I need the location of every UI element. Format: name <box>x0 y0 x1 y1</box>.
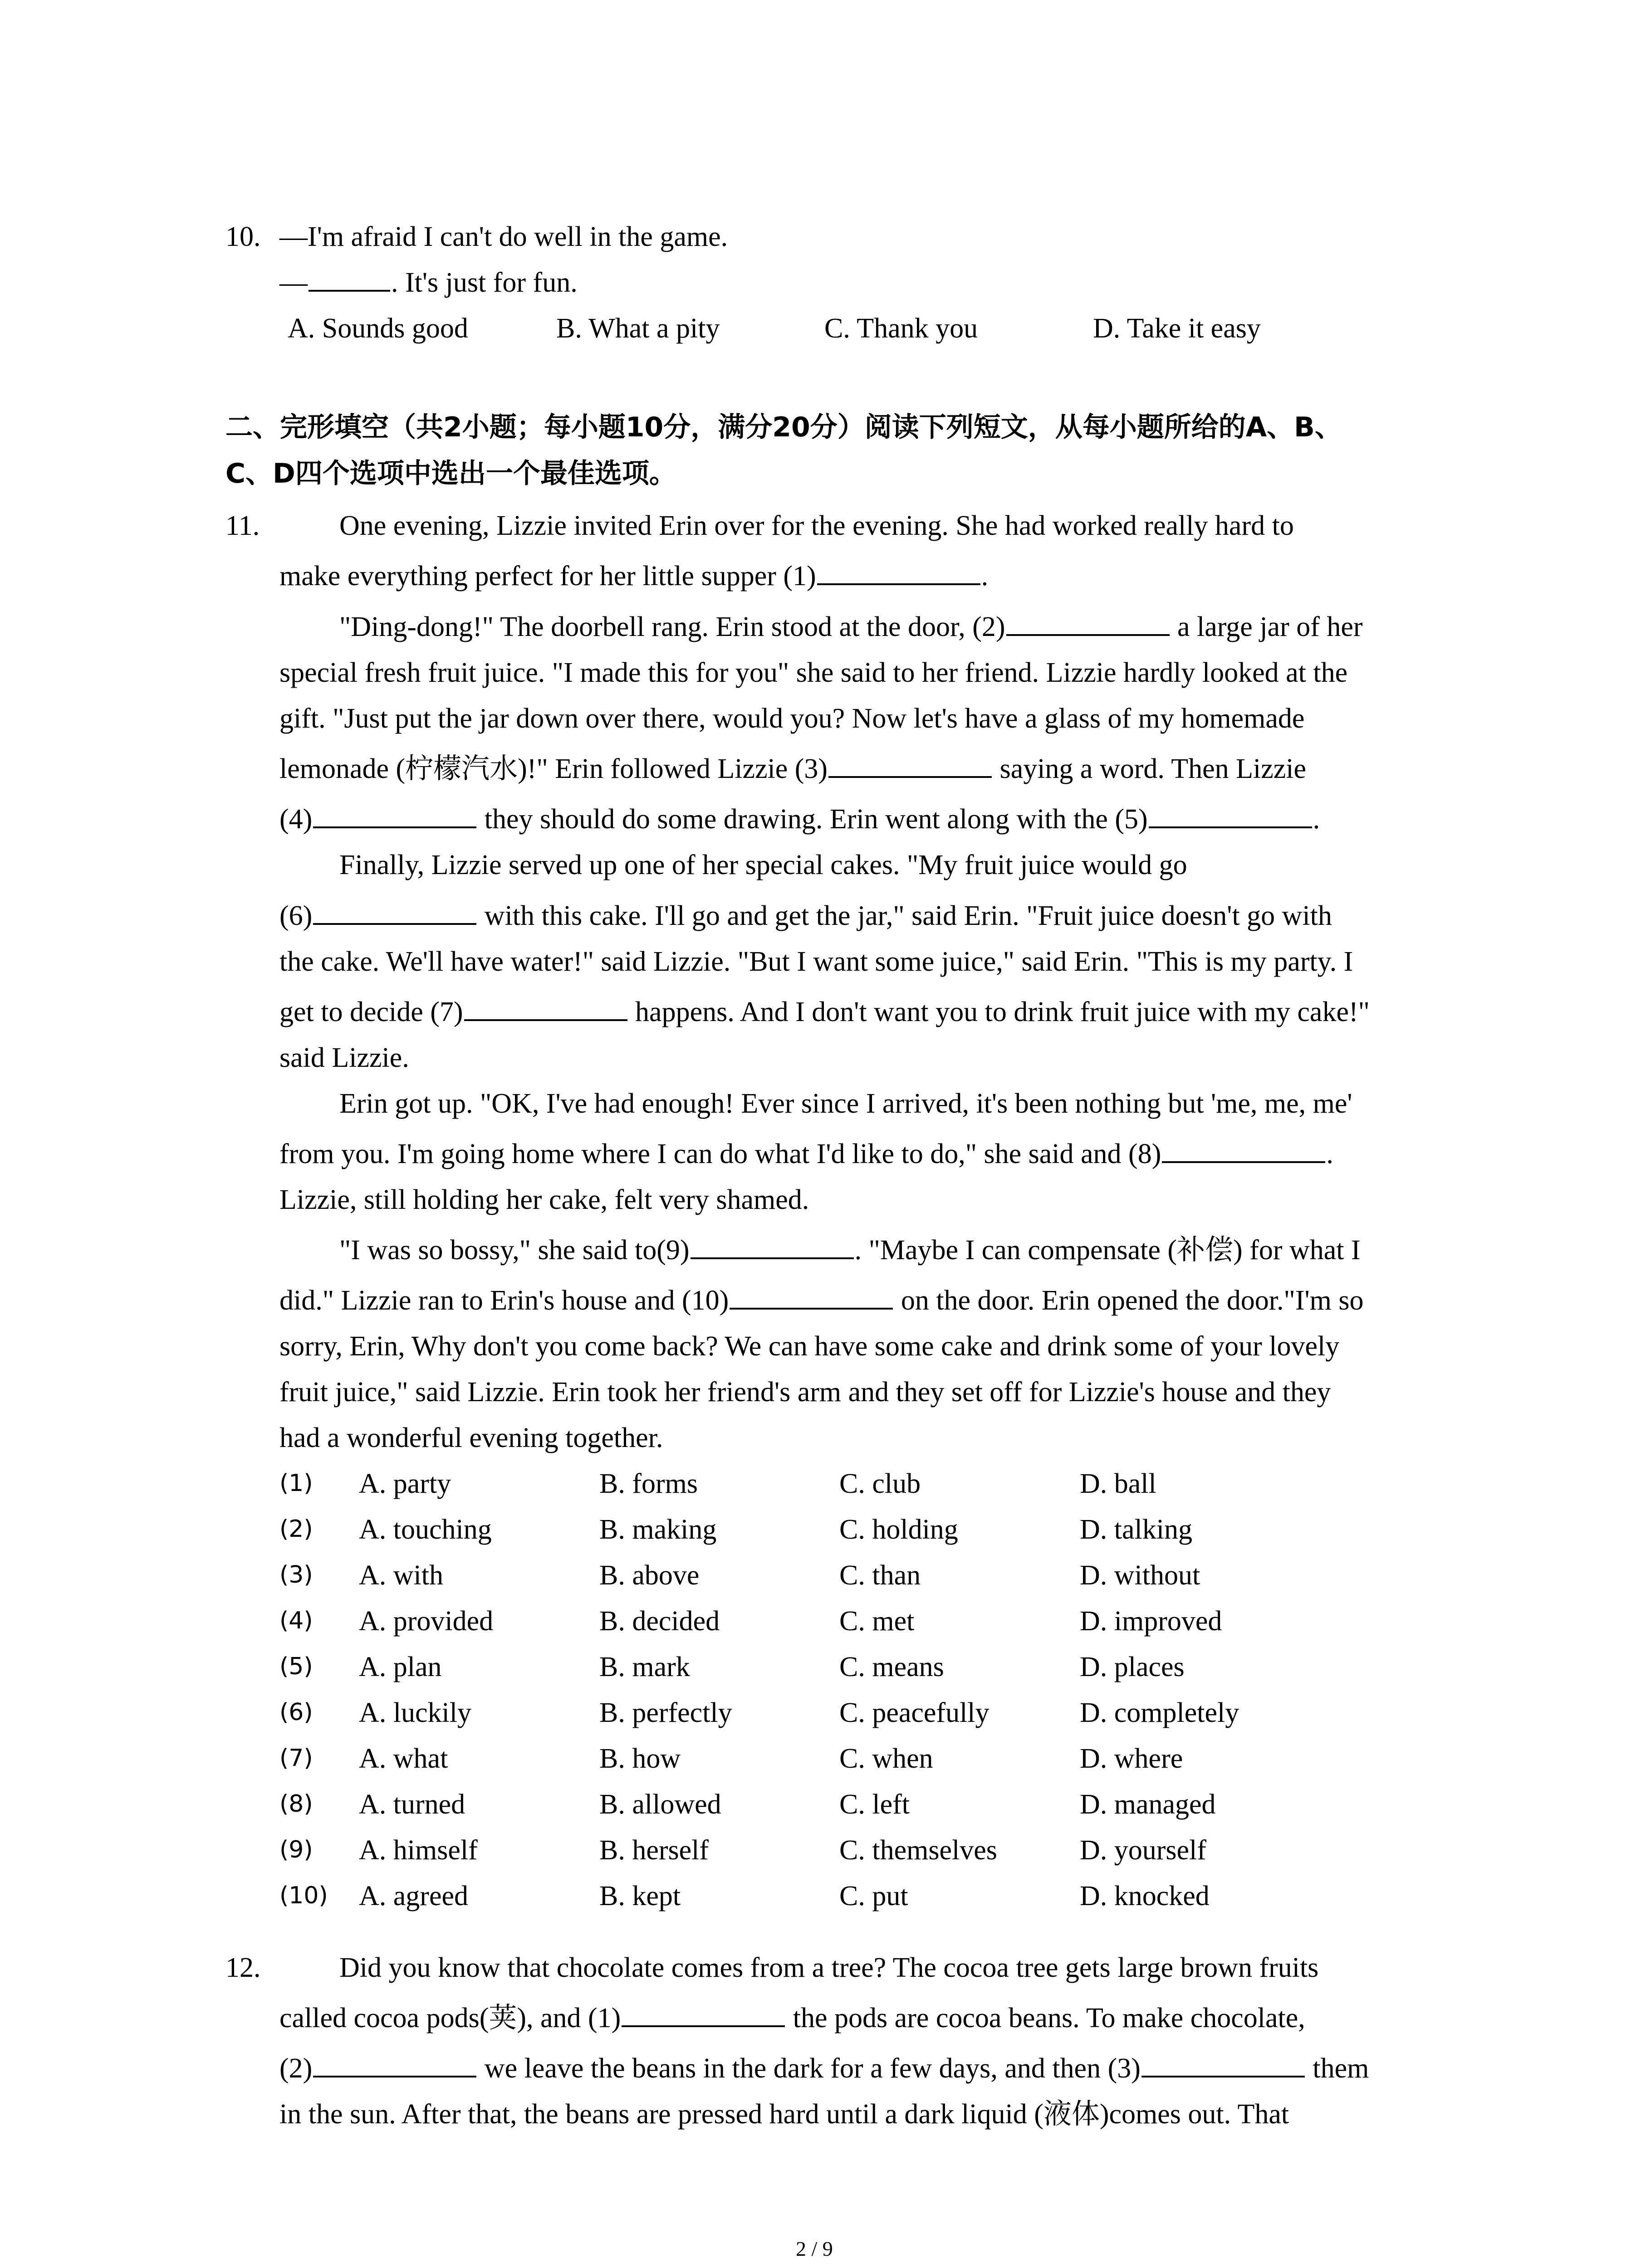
answer-blank <box>828 776 992 778</box>
q11-p5-line5: had a wonderful evening together. <box>279 1422 663 1453</box>
q11-option-a: A. turned <box>359 1789 465 1820</box>
q12-line2: called cocoa pods(荚), and (1) the pods are cocoa beans. To make chocolate, <box>279 2003 1305 2033</box>
answer-blank <box>1162 1161 1325 1163</box>
q11-option-a: A. with <box>359 1560 443 1591</box>
q10-option-d: D. Take it easy <box>1093 313 1261 344</box>
q11-option-c: C. club <box>839 1468 921 1499</box>
answer-blank <box>730 1307 893 1310</box>
q11-option-d: D. talking <box>1080 1514 1192 1545</box>
answer-blank <box>313 826 476 828</box>
q11-option-a: A. party <box>359 1468 451 1499</box>
q11-option-b: B. forms <box>599 1468 698 1499</box>
q10-option-b: B. What a pity <box>556 313 720 344</box>
q11-option-d: D. completely <box>1080 1697 1239 1728</box>
answer-blank <box>313 2075 476 2077</box>
q11-option-b: B. mark <box>599 1652 690 1682</box>
q10-line2: — . It's just for fun. <box>279 267 578 298</box>
q11-p5-line1: "I was so bossy," she said to(9) . "Maybe I can compensate (补偿) for what I <box>339 1235 1361 1266</box>
q11-option-d: D. improved <box>1080 1606 1222 1637</box>
q11-option-a: A. plan <box>359 1652 442 1682</box>
q11-option-c: C. peacefully <box>839 1697 989 1728</box>
q11-option-d: D. places <box>1080 1652 1185 1682</box>
q11-option-c: C. means <box>839 1652 944 1682</box>
q11-option-d: D. ball <box>1080 1468 1156 1499</box>
q11-option-c: C. put <box>839 1881 908 1911</box>
q11-option-index: (9) <box>279 1836 313 1863</box>
q11-p5-line2: did." Lizzie ran to Erin's house and (10) on the door. Erin opened the door."I'm so <box>279 1285 1364 1316</box>
q11-p4-line2: from you. I'm going home where I can do what I'd like to do," she said and (8) . <box>279 1139 1333 1169</box>
q11-option-b: B. above <box>599 1560 700 1591</box>
q12-line1: Did you know that chocolate comes from a tree? The cocoa tree gets large brown fruits <box>339 1952 1319 1983</box>
answer-blank <box>309 289 390 292</box>
q11-p3-line3: the cake. We'll have water!" said Lizzie. "But I want some juice," said Erin. "This is my party. I <box>279 946 1353 977</box>
q11-option-a: A. luckily <box>359 1697 471 1728</box>
q11-option-b: B. herself <box>599 1835 709 1866</box>
q11-option-b: B. making <box>599 1514 717 1545</box>
answer-blank <box>313 923 476 925</box>
q11-p2-line1: "Ding-dong!" The doorbell rang. Erin stood at the door, (2) a large jar of her <box>339 611 1363 642</box>
q11-p3-line4: get to decide (7) happens. And I don't want you to drink fruit juice with my cake!" <box>279 997 1370 1027</box>
q11-option-d: D. yourself <box>1080 1835 1206 1866</box>
q12-line4: in the sun. After that, the beans are pressed hard until a dark liquid (液体)comes out. That <box>279 2099 1289 2130</box>
q11-p1-line1: One evening, Lizzie invited Erin over for the evening. She had worked really hard to <box>339 510 1294 541</box>
answer-blank <box>1141 2075 1305 2077</box>
q11-p5-line4: fruit juice," said Lizzie. Erin took her friend's arm and they set off for Lizzie's house and they <box>279 1377 1331 1408</box>
q12-line3: (2) we leave the beans in the dark for a few days, and then (3) them <box>279 2053 1369 2084</box>
q11-p5-line3: sorry, Erin, Why don't you come back? We can have some cake and drink some of your lovely <box>279 1331 1340 1362</box>
q11-p4-line3: Lizzie, still holding her cake, felt very shamed. <box>279 1184 809 1215</box>
q11-p3-line1: Finally, Lizzie served up one of her special cakes. "My fruit juice would go <box>339 850 1187 880</box>
q11-option-a: A. himself <box>359 1835 478 1866</box>
q10-line1: —I'm afraid I can't do well in the game. <box>279 221 728 252</box>
q11-p2-line3: gift. "Just put the jar down over there, would you? Now let's have a glass of my homemade <box>279 703 1305 734</box>
q11-option-a: A. provided <box>359 1606 494 1637</box>
answer-blank <box>691 1257 854 1259</box>
q11-option-c: C. left <box>839 1789 910 1820</box>
q11-option-index: (3) <box>279 1561 313 1589</box>
q11-p1-line2: make everything perfect for her little supper (1) . <box>279 561 989 591</box>
q11-option-b: B. decided <box>599 1606 720 1637</box>
section2-heading-line1: 二、完形填空（共2小题；每小题10分，满分20分）阅读下列短文，从每小题所给的A、B、 <box>225 411 1342 443</box>
q11-number: 11. <box>225 510 260 541</box>
q11-option-c: C. themselves <box>839 1835 997 1866</box>
q11-option-index: (6) <box>279 1699 313 1726</box>
q11-p2-line4: lemonade (柠檬汽水)!" Erin followed Lizzie (3) saying a word. Then Lizzie <box>279 753 1307 784</box>
answer-blank <box>1006 634 1170 636</box>
answer-blank <box>817 583 980 585</box>
q11-option-index: (4) <box>279 1607 313 1634</box>
q11-option-b: B. how <box>599 1743 681 1774</box>
section2-heading-line2: C、D四个选项中选出一个最佳选项。 <box>225 458 676 489</box>
q10-option-a: A. Sounds good <box>288 313 468 344</box>
q11-option-a: A. touching <box>359 1514 492 1545</box>
q11-option-index: (1) <box>279 1470 313 1497</box>
q11-option-index: (7) <box>279 1745 313 1772</box>
q11-option-index: (5) <box>279 1653 313 1680</box>
answer-blank <box>622 2025 785 2027</box>
page-number: 2 / 9 <box>796 2237 833 2260</box>
q11-p3-line5: said Lizzie. <box>279 1042 409 1073</box>
q11-option-b: B. allowed <box>599 1789 721 1820</box>
answer-blank <box>464 1019 627 1021</box>
q11-option-index: (2) <box>279 1515 313 1543</box>
q10-option-c: C. Thank you <box>824 313 978 344</box>
q11-option-index: (8) <box>279 1790 313 1818</box>
q11-p4-line1: Erin got up. "OK, I've had enough! Ever since I arrived, it's been nothing but 'me, me, me' <box>339 1088 1352 1119</box>
q11-option-b: B. perfectly <box>599 1697 732 1728</box>
q11-option-c: C. holding <box>839 1514 958 1545</box>
q11-option-d: D. where <box>1080 1743 1183 1774</box>
q12-number: 12. <box>225 1952 261 1983</box>
q11-p2-line2: special fresh fruit juice. "I made this for you" she said to her friend. Lizzie hardly looked at the <box>279 657 1348 688</box>
q11-option-b: B. kept <box>599 1881 681 1911</box>
q11-option-c: C. met <box>839 1606 915 1637</box>
q11-option-d: D. without <box>1080 1560 1200 1591</box>
q11-option-a: A. agreed <box>359 1881 468 1911</box>
q11-option-index: (10) <box>279 1882 328 1909</box>
q11-option-d: D. knocked <box>1080 1881 1210 1911</box>
q11-p2-line5: (4) they should do some drawing. Erin went along with the (5) . <box>279 804 1320 835</box>
q11-option-c: C. when <box>839 1743 933 1774</box>
answer-blank <box>1149 826 1312 828</box>
q11-option-a: A. what <box>359 1743 448 1774</box>
q10-number: 10. <box>225 221 261 252</box>
q11-p3-line2: (6) with this cake. I'll go and get the jar," said Erin. "Fruit juice doesn't go with <box>279 900 1332 931</box>
q11-option-c: C. than <box>839 1560 921 1591</box>
q11-option-d: D. managed <box>1080 1789 1216 1820</box>
